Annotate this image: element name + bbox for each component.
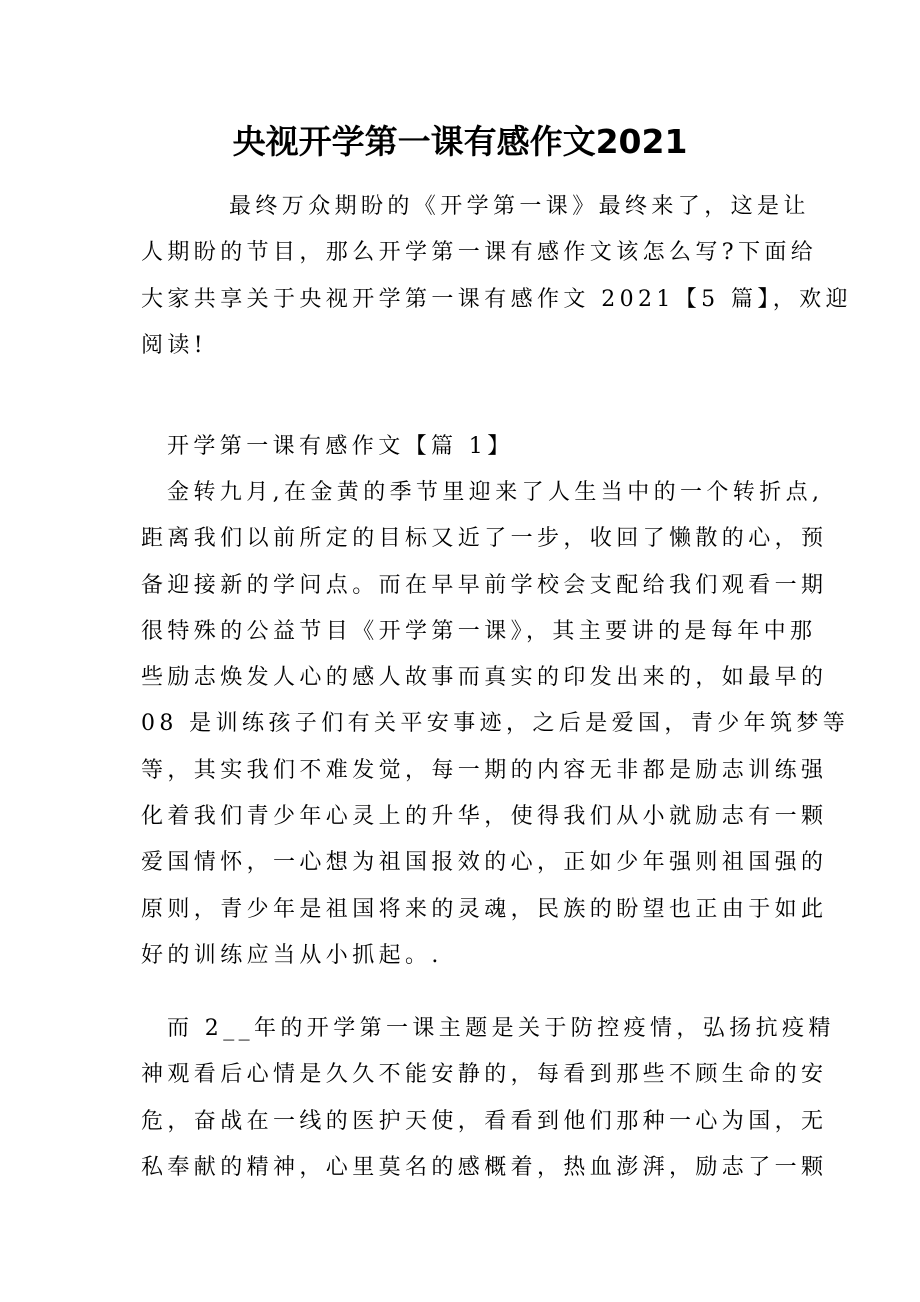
paragraph-line: 好的训练应当从小抓起。. xyxy=(141,942,443,968)
paragraph-line: 金转九月,在金黄的季节里迎来了人生当中的一个转折点, xyxy=(167,480,824,505)
paragraph-line: 很特殊的公益节目《开学第一课》，其主要讲的是每年中那 xyxy=(141,618,817,644)
paragraph-line: 爱国情怀，一心想为祖国报效的心，正如少年强则祖国强的 xyxy=(141,850,828,876)
paragraph-line: 备迎接新的学问点。而在早早前学校会支配给我们观看一期 xyxy=(141,572,828,598)
intro-line: 阅读! xyxy=(141,332,208,358)
section-1-paragraph-1 xyxy=(141,470,850,979)
intro-paragraph xyxy=(141,184,852,369)
paragraph-line: 危，奋战在一线的医护天使，看看到他们那种一心为国，无 xyxy=(141,1108,828,1134)
paragraph-line: 私奉献的精神，心里莫名的感概着，热血澎湃，励志了一颗 xyxy=(141,1154,828,1180)
paragraph-line: 08 是训练孩子们有关平安事迹，之后是爱国，青少年筑梦等 xyxy=(141,711,850,737)
section-heading: 开学第一课有感作文【篇 1】 xyxy=(167,434,514,459)
intro-line: 大家共享关于央视开学第一课有感作文 2021【5 篇】，欢迎 xyxy=(141,286,852,312)
paragraph-line: 神观看后心情是久久不能安静的，每看到那些不顾生命的安 xyxy=(141,1062,828,1088)
section-1-paragraph-2 xyxy=(141,1006,835,1191)
paragraph-line: 原则，青少年是祖国将来的灵魂，民族的盼望也正由于如此 xyxy=(141,896,828,922)
paragraph-line: 些励志焕发人心的感人故事而真实的印发出来的，如最早的 xyxy=(141,665,828,691)
paragraph-line: 而 2__年的开学第一课主题是关于防控疫情，弘扬抗疫精 xyxy=(167,1016,835,1041)
intro-line: 人期盼的节目，那么开学第一课有感作文该怎么写?下面给 xyxy=(141,240,818,266)
paragraph-line: 距离我们以前所定的目标又近了一步，收回了懒散的心，预 xyxy=(141,526,828,552)
section-1-heading-block xyxy=(141,424,781,470)
paragraph-line: 化着我们青少年心灵上的升华，使得我们从小就励志有一颗 xyxy=(141,804,828,830)
paragraph-line: 等，其实我们不难发觉，每一期的内容无非都是励志训练强 xyxy=(141,757,828,783)
document-title: 央视开学第一课有感作文2021 xyxy=(232,122,688,161)
intro-line: 最终万众期盼的《开学第一课》最终来了，这是让 xyxy=(229,194,810,219)
